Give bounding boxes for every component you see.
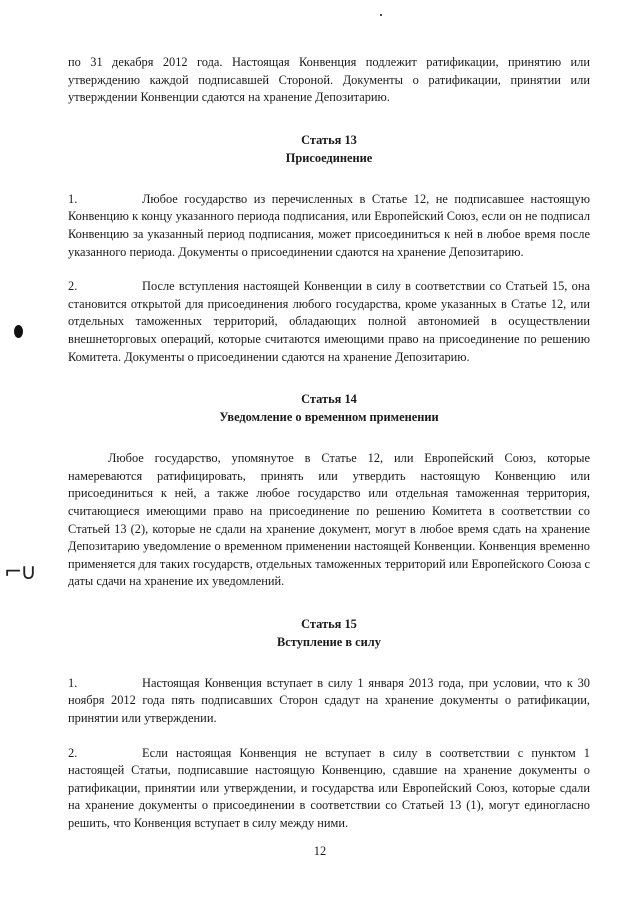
scan-artifact-speck	[380, 14, 382, 16]
intro-paragraph: по 31 декабря 2012 года. Настоящая Конвенция подлежит ратификации, принятию или утверждению каждой подписавшей Стороной. Документы о ратификации, принятии или утверждении Конвенции сдаются на хранение Депозитарию.	[68, 55, 590, 105]
paragraph-number: 2.	[68, 745, 78, 760]
scan-artifact-mark: ⌐∪	[4, 560, 35, 585]
article-14-subtitle: Уведомление о временном применении	[219, 410, 439, 425]
paragraph-text: После вступления настоящей Конвенции в силу в соответствии со Статьей 15, она становится открытой для присоединения любого государства, кроме указанных в Статье 12, или отдельных таможенных территорий, обладающих полной автономией в осуществлении внешнеторговых операций, которые считаются имеющими право на присоединение по решению Комитета. Документы о присоединении сдаются на хранение Депозитарию.	[68, 279, 590, 364]
article-15-paragraph-2	[68, 745, 590, 833]
paragraph-text: Если настоящая Конвенция не вступает в силу в соответствии с пунктом 1 настоящей Статьи, подписавшие настоящую Конвенцию, сдавшие на хранение документы о ратификации, принятии или утверждении, и государства или Европейский Союз, которые сдали на хранение документы о присоединении в соответствии со Статьей 13 (1), могут единогласно решить, что Конвенция вступает в силу между ними.	[68, 745, 590, 831]
article-15-title: Статья 15	[301, 616, 357, 631]
paragraph-number: 2.	[68, 279, 78, 294]
paragraph-text: Любое государство из перечисленных в Статье 12, не подписавшее настоящую Конвенцию к концу указанного периода подписания, или Европейский Союз, если он не подписал Конвенцию за указанный период подписания, может присоединиться к ней в любое время после указанного периода. Документы о присоединении сдаются на хранение Депозитарию.	[68, 191, 590, 259]
paragraph-text: Настоящая Конвенция вступает в силу 1 января 2013 года, при условии, что к 30 ноября 2012 года пять подписавших Сторон сдадут на хранение документы о ратификации, принятии или утверждении.	[68, 675, 590, 726]
scan-artifact-dot	[14, 325, 23, 338]
article-14-title: Статья 14	[301, 392, 357, 407]
article-13-paragraph-2	[68, 278, 590, 366]
article-14-paragraph: Любое государство, упомянутое в Статье 12, или Европейский Союз, которые намереваются ратифицировать, принять или утвердить настоящую Конвенцию или присоединиться к ней, а также любое государство или отдельная таможенная территория, считающиеся имеющими право на присоединение по решению Комитета в соответствии со Статьей 13 (2), которые не сдали на хранение документ, могут в любое время сдать на хранение Депозитарию уведомление о временном применении настоящей Конвенции. Конвенция временно применяется для таких государств, отдельных таможенных территорий или Европейского Союза с даты сдачи на хранение их уведомлений.	[68, 451, 590, 589]
article-13-title: Статья 13	[301, 132, 357, 147]
paragraph-number: 1.	[68, 675, 78, 690]
article-15-paragraph-1	[68, 675, 590, 728]
page-number: 12	[313, 844, 327, 858]
article-15-subtitle: Вступление в силу	[277, 634, 381, 649]
article-13-subtitle: Присоединение	[285, 150, 373, 165]
paragraph-number: 1.	[68, 191, 78, 206]
document-page	[68, 54, 590, 833]
article-13-paragraph-1	[68, 191, 590, 261]
